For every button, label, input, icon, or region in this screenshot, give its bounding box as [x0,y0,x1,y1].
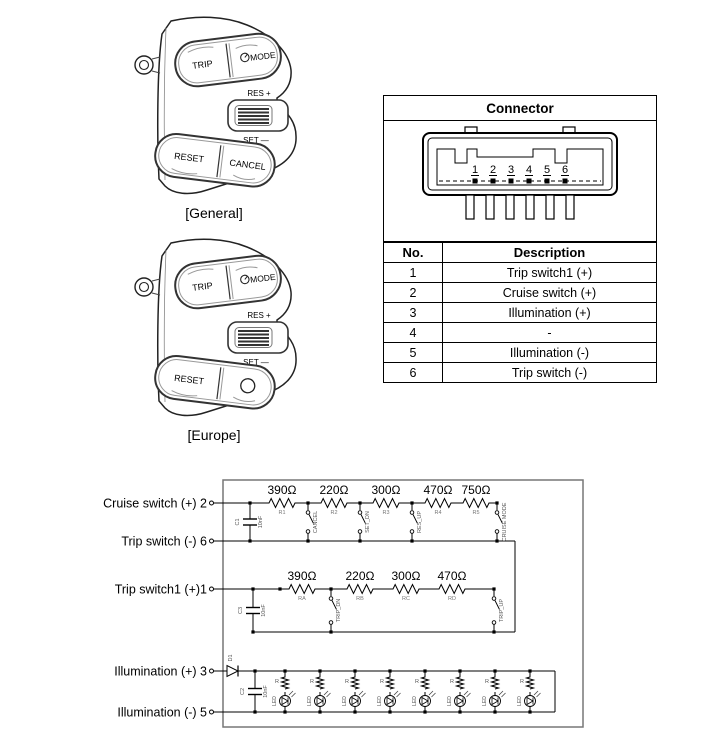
europe-switch-drawing [109,230,319,422]
circuit-svg [95,465,605,750]
resistor-ref: R [415,679,419,685]
switch-contact [410,511,414,515]
resistor-ref: RC [402,596,410,602]
junction-dot [493,710,496,713]
resistor-icon [435,585,469,594]
pin-no-cell: 5 [384,343,443,363]
junction-dot [253,710,256,713]
led-label: LED [342,696,348,706]
junction-dot [492,630,495,633]
resistor-icon [459,499,493,508]
pin-contact [491,179,496,184]
connector-leg [506,195,514,219]
mount-ring-icon [135,278,153,296]
pin-table-header-description: Description [443,243,657,263]
pin-terminal [210,669,214,673]
pin-no-cell: 4 [384,323,443,343]
top-button-group [173,253,284,311]
mode-button-label: MODE [249,49,277,63]
resistor-ref: R [310,679,314,685]
resistor-value: 470Ω [437,569,467,583]
top-button-group [173,31,284,89]
pin-description-cell: Cruise switch (+) [443,283,657,303]
switch-label: RES_UP [417,510,423,534]
pin-number: 2 [489,164,497,176]
capacitor-value: 10nF [261,604,267,617]
junction-dot [253,669,256,672]
junction-dot [251,587,254,590]
resistor-icon [343,585,377,594]
pin-contact [509,179,514,184]
capacitor-ref: C3 [238,606,244,615]
resistor-icon [265,499,299,508]
led-label: LED [517,696,523,706]
table-row [384,263,656,283]
rail-label-illum-plus: Illumination (+) 3 [114,664,207,679]
resistor-value: 300Ω [371,483,401,497]
switch-label: SET_DN [365,511,371,533]
junction-dot [423,710,426,713]
resistor-icon [352,674,359,689]
resistor-icon [527,674,534,689]
mount-ring-icon [135,56,153,74]
switch-label: CANCEL [313,510,319,534]
pin-terminal [210,710,214,714]
switch-contact [358,530,362,534]
connector-panel [383,95,657,383]
junction-dot [283,710,286,713]
pin-number: 5 [543,164,551,176]
connector-body [423,133,617,195]
pin-number: 3 [507,164,515,176]
pin-description-cell: Trip switch (-) [443,363,657,383]
pin-no-cell: 1 [384,263,443,283]
switch-contact [495,530,499,534]
resistor-ref: R5 [472,510,480,516]
table-row [384,303,656,323]
capacitor-ref: C1 [235,518,241,526]
led-label: LED [377,696,383,706]
resistor-ref: R3 [382,510,390,516]
connector-title: Connector [384,96,656,121]
resistor-icon [387,674,394,689]
resistor-icon [317,499,351,508]
table-row [384,363,656,383]
general-switch-drawing [109,8,319,200]
pin-contact [527,179,532,184]
led-icon [280,696,291,707]
resistor-ref: R [345,679,349,685]
switch-contact [492,597,496,601]
led-label: LED [447,696,453,706]
resistor-icon [492,674,499,689]
general-caption: [General] [185,205,243,221]
connector-leg [566,195,574,219]
pin-no-cell: 3 [384,303,443,323]
led-icon [525,696,536,707]
resistor-ref: R [380,679,384,685]
general-switch-figure [108,8,320,221]
led-icon [315,696,326,707]
resistor-ref: R [485,679,489,685]
europe-caption: [Europe] [187,427,241,443]
junction-dot [251,630,254,633]
led-label: LED [482,696,488,706]
reset-button-label: RESET [173,372,205,387]
switch-contact [492,621,496,625]
resistor-ref: R [520,679,524,685]
resistor-icon [317,674,324,689]
led-label: LED [272,696,278,706]
set-minus-label: SET — [243,136,269,145]
resistor-value: 750Ω [461,483,491,497]
resistor-value: 470Ω [423,483,453,497]
europe-switch-figure [108,230,320,443]
trip-button-label: TRIP [191,58,214,71]
switch-contact [410,530,414,534]
junction-dot [410,539,413,542]
capacitor-ref: C2 [240,687,246,696]
resistor-ref: RB [356,596,364,602]
switch-contact [306,530,310,534]
switch-contact [495,511,499,515]
connector-drawing [384,121,656,242]
resistor-ref: R1 [278,510,286,516]
pin-table-header-no: No. [384,243,443,263]
pin-description-cell: Illumination (-) [443,343,657,363]
rail-label-illum-minus: Illumination (-) 5 [117,705,207,720]
resistor-ref: RD [448,596,456,602]
led-icon [350,696,361,707]
switch-contact [329,621,333,625]
junction-dot [353,710,356,713]
resistor-value: 390Ω [267,483,297,497]
set-minus-label: SET — [243,358,269,367]
circuit-border [223,480,583,727]
resistor-icon [369,499,403,508]
resistor-icon [282,674,289,689]
pin-terminal [210,501,214,505]
resistor-ref: R [275,679,279,685]
resistor-value: 220Ω [319,483,349,497]
switch-contact [306,511,310,515]
junction-dot [528,710,531,713]
res-plus-label: RES + [247,89,271,98]
pin-contact [545,179,550,184]
junction-dot [278,587,281,590]
pin-description-cell: Illumination (+) [443,303,657,323]
junction-dot [358,539,361,542]
resistor-icon [389,585,423,594]
diode-ref: D1 [228,654,234,662]
resistor-ref: R4 [434,510,442,516]
connector-leg [546,195,554,219]
resistor-value: 220Ω [345,569,375,583]
junction-dot [248,539,251,542]
table-row [384,283,656,303]
rail-label-cruise-plus: Cruise switch (+) 2 [103,496,207,511]
junction-dot [306,539,309,542]
resistor-value: 390Ω [287,569,317,583]
circuit-diagram [95,465,605,755]
cancel-button-label: CANCEL [228,157,267,172]
capacitor-value: 10nF [258,515,264,529]
junction-dot [495,539,498,542]
capacitor-value: 10nF [263,685,269,698]
connector-leg [526,195,534,219]
junction-dot [248,501,251,504]
trip-button-label: TRIP [191,280,214,293]
pin-no-cell: 2 [384,283,443,303]
pin-contact [473,179,478,184]
led-icon [455,696,466,707]
led-label: LED [307,696,313,706]
led-label: LED [412,696,418,706]
resistor-ref: RA [298,596,306,602]
resistor-icon [457,674,464,689]
mode-button-label: MODE [249,271,277,285]
resistor-icon [285,585,319,594]
res-plus-label: RES + [247,311,271,320]
switch-label: TRIP_UP [499,598,505,623]
rail-label-trip1-plus: Trip switch1 (+)1 [114,582,207,597]
pin-terminal [210,587,214,591]
switch-label: CRUISE MODE [502,502,508,542]
led-icon [385,696,396,707]
junction-dot [318,710,321,713]
pin-description-cell: Trip switch1 (+) [443,263,657,283]
switch-label: TRIP_DN [336,598,342,623]
resistor-icon [422,674,429,689]
pin-number: 1 [471,164,479,176]
led-icon [490,696,501,707]
junction-dot [458,710,461,713]
connector-illustration [415,123,625,239]
pin-no-cell: 6 [384,363,443,383]
switch-contact [329,597,333,601]
switch-contact [358,511,362,515]
pin-terminal [210,539,214,543]
diode-icon [227,666,238,677]
resistor-icon [421,499,455,508]
resistor-ref: R [450,679,454,685]
reset-button-label: RESET [173,150,205,165]
rail-label-trip-minus: Trip switch (-) 6 [121,534,207,549]
junction-dot [388,710,391,713]
connector-leg [466,195,474,219]
pin-contact [563,179,568,184]
connector-leg [486,195,494,219]
table-row [384,343,656,363]
pin-description-cell: - [443,323,657,343]
pin-table [384,242,656,382]
table-row [384,323,656,343]
resistor-ref: R2 [330,510,338,516]
led-icon [420,696,431,707]
pin-number: 4 [525,164,533,176]
pin-number: 6 [561,164,569,176]
junction-dot [329,630,332,633]
resistor-value: 300Ω [391,569,421,583]
